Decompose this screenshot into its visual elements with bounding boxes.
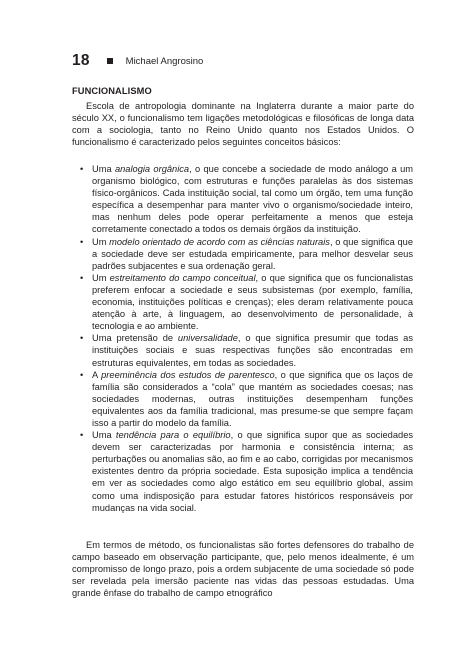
page-header [72, 52, 203, 70]
running-head-author: Michael Angrosino [125, 55, 204, 67]
list-item: • Uma tendência para o equilíbrio, o que significa supor que as sociedades devem ser caracterizadas por harmonia e consistência interna; as perturbações ou anomalias são, ao fim e ao cabo, corrigidas por mecanismos existentes dentro da própria sociedade. Esta suposição implica a tendência em ver as sociedades como algo estático em seu equilíbrio global, assim como uma indisposição para estudar fatores históricos responsáveis por mudanças na vida social. [84, 429, 413, 514]
intro-paragraph: Escola de antropologia dominante na Inglaterra durante a maior parte do século XX, o funcionalismo tem ligações metodológicas e filosóficas de longa data com a sociologia, tanto no Reino Unido quanto nos Estados Unidos. O funcionalismo é caracterizado pelos seguintes conceitos básicos: [72, 101, 414, 148]
list-item: • A preeminência dos estudos de parentesco, o que significa que os laços de família são considerados a “cola” que mantém as sociedades coesas; nas sociedades modernas, outras instituições desempenham funções equivalentes aos da família tradicional, mas presume-se que sempre façam isso a partir do modelo da família. [84, 369, 413, 429]
concept-term: modelo orientado de acordo com as ciências naturais [109, 236, 330, 247]
concept-term: preeminência dos estudos de parentesco [101, 369, 275, 380]
list-item: • Um modelo orientado de acordo com as ciências naturais, o que significa que a sociedade deve ser estudada empiricamente, para melhor desvelar seus padrões subjacentes e sua ordenação geral. [84, 236, 413, 272]
list-item: • Uma pretensão de universalidade, o que significa presumir que todas as instituições sociais e suas respectivas funções são encontradas em estruturas equivalentes, em todas as sociedades. [84, 332, 413, 368]
concept-term: tendência para o equilíbrio [115, 430, 231, 441]
concept-term: analogia orgânica [114, 164, 190, 174]
concept-term: universalidade [177, 333, 238, 344]
square-bullet-icon [107, 58, 113, 64]
list-item: • Uma analogia orgânica, o que concebe a sociedade de modo análogo a um organismo biológico, com estruturas e funções paralelas às dos sistemas físico-orgânicos. Cada instituição social, tal como um órgão, tem uma função específica a desempenhar para manter vivo o organismo/sociedade inteiro, mas nenhum deles pode operar perfeitamente a menos que esteja corretamente conectado a todos os demais órgãos da instituição. [84, 163, 413, 236]
list-item: • Um estreitamento do campo conceitual, o que significa que os funcionalistas preferem enfocar a sociedade e seus subsistemas (por exemplo, família, economia, instituições políticas e crenças); eles deram relativamente pouca atenção à arte, à linguagem, ao desenvolvimento de personalidade, à tecnologia e ao ambiente. [84, 272, 413, 332]
concepts-list [84, 163, 413, 514]
page-number: 18 [72, 52, 90, 69]
concept-term: estreitamento do campo conceitual [109, 272, 256, 283]
section-title: FUNCIONALISMO [72, 86, 152, 96]
closing-paragraph: Em termos de método, os funcionalistas são fortes defensores do trabalho de campo baseado em observação participante, que, pelo menos idealmente, é um compromisso de longo prazo, pois a ordem subjacente de uma sociedade só pode ser revelada pela imersão paciente nas vidas das pessoas estudadas. Uma grande ênfase do trabalho de campo etnográfico [72, 540, 414, 599]
